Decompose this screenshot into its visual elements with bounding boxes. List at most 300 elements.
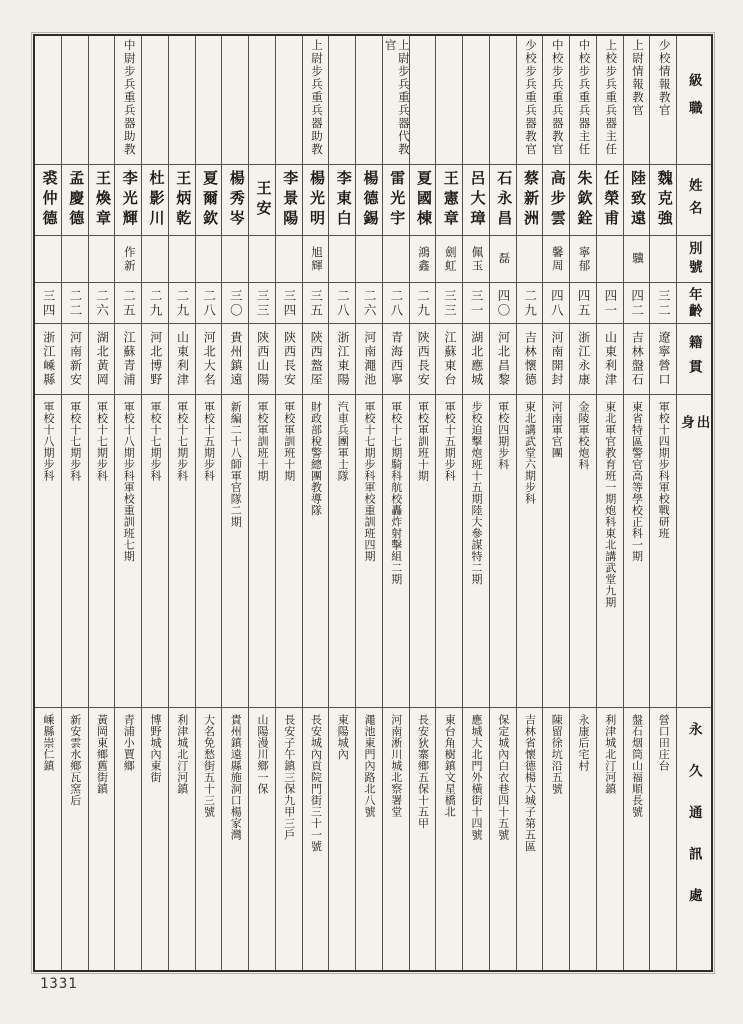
cell-address-col8 xyxy=(463,708,489,970)
name-text: 杜影川 xyxy=(147,170,164,230)
cell-alias-col15 xyxy=(276,236,302,282)
cell-native-col2 xyxy=(624,324,650,394)
native-text: 山東利津 xyxy=(603,331,618,387)
cell-alias-col14 xyxy=(303,236,329,282)
alias-text: 劍虹 xyxy=(443,245,456,273)
cell-age-col22 xyxy=(89,283,115,323)
rank-text: 少校情報教官 xyxy=(657,39,670,117)
cell-native-col4 xyxy=(570,324,596,394)
native-text: 陝西長安 xyxy=(416,331,431,387)
age-text: 二五 xyxy=(121,288,136,318)
cell-age-col16 xyxy=(249,283,275,323)
row-header-age xyxy=(677,283,711,323)
cell-address-col9 xyxy=(436,708,462,970)
cell-address-col20 xyxy=(142,708,168,970)
cell-address-col21 xyxy=(115,708,141,970)
cell-rank-col1 xyxy=(650,36,676,164)
age-text: 二八 xyxy=(388,288,403,318)
cell-alias-col22 xyxy=(89,236,115,282)
cell-address-col2 xyxy=(624,708,650,970)
cell-origin-col1 xyxy=(650,395,676,707)
cell-age-col12 xyxy=(356,283,382,323)
row-header-native-place-label: 籍貫 xyxy=(686,334,702,384)
page-number: 1331 xyxy=(40,976,78,992)
cell-rank-col4 xyxy=(570,36,596,164)
cell-age-col11 xyxy=(383,283,409,323)
cell-age-col1 xyxy=(650,283,676,323)
native-text: 遼寧營口 xyxy=(657,331,672,387)
cell-rank-col12 xyxy=(356,36,382,164)
cell-age-col13 xyxy=(329,283,355,323)
native-text: 陝西盩厔 xyxy=(309,331,324,387)
name-text: 蔡新洲 xyxy=(522,170,538,230)
name-text: 夏國棟 xyxy=(415,170,431,230)
age-text: 三三 xyxy=(255,288,270,318)
age-text: 二二 xyxy=(67,288,82,318)
native-text: 青海西寧 xyxy=(389,331,404,387)
address-text: 新安雲水鄉瓦窯后 xyxy=(68,714,81,806)
cell-native-col6 xyxy=(517,324,543,394)
address-text: 東陽城內 xyxy=(336,714,349,760)
native-text: 浙江永康 xyxy=(576,331,591,387)
cell-address-col18 xyxy=(196,708,222,970)
cell-name-col13 xyxy=(329,165,355,235)
origin-text: 軍校十五期步科 xyxy=(443,401,456,482)
cell-native-col3 xyxy=(597,324,623,394)
origin-text: 東省特區警官高等學校正科一期 xyxy=(630,401,643,562)
origin-text: 軍校十七期步科軍校重訓班四期 xyxy=(363,401,376,562)
cell-name-col8 xyxy=(463,165,489,235)
origin-text: 東北講武堂六期步科 xyxy=(523,401,536,505)
cell-rank-col7 xyxy=(490,36,516,164)
cell-address-col11 xyxy=(383,708,409,970)
cell-name-col17 xyxy=(222,165,248,235)
address-text: 澠池東門內路北八號 xyxy=(363,714,376,818)
row-header-origin-label: 出身 xyxy=(679,415,710,564)
origin-text: 軍校十四期步科軍校戰研班 xyxy=(657,401,670,539)
cell-address-col3 xyxy=(597,708,623,970)
cell-rank-col14 xyxy=(303,36,329,164)
cell-name-col11 xyxy=(383,165,409,235)
cell-rank-col16 xyxy=(249,36,275,164)
cell-origin-col11 xyxy=(383,395,409,707)
name-text: 王煥章 xyxy=(94,170,110,230)
cell-native-col19 xyxy=(169,324,195,394)
row-header-name xyxy=(677,165,711,235)
cell-address-col12 xyxy=(356,708,382,970)
origin-text: 新編二十八師軍官隊二期 xyxy=(229,401,242,528)
age-text: 三四 xyxy=(41,288,56,318)
cell-origin-col10 xyxy=(410,395,436,707)
address-text: 貴州鎮遠縣施洞口楊家灣 xyxy=(229,714,242,841)
cell-alias-col13 xyxy=(329,236,355,282)
cell-address-col6 xyxy=(517,708,543,970)
cell-native-col15 xyxy=(276,324,302,394)
origin-text: 軍校軍訓班十期 xyxy=(416,401,429,482)
age-text: 四〇 xyxy=(495,288,510,318)
cell-age-col14 xyxy=(303,283,329,323)
cell-origin-col21 xyxy=(115,395,141,707)
cell-name-col1 xyxy=(650,165,676,235)
address-text: 長安城內貢院門街三十一號 xyxy=(309,714,322,852)
native-text: 陝西長安 xyxy=(282,331,297,387)
cell-alias-col11 xyxy=(383,236,409,282)
name-text: 裘仲德 xyxy=(40,170,57,230)
cell-rank-col13 xyxy=(329,36,355,164)
cell-origin-col23 xyxy=(62,395,88,707)
alias-text: 馨周 xyxy=(550,245,563,273)
cell-name-col15 xyxy=(276,165,302,235)
cell-address-col13 xyxy=(329,708,355,970)
cell-alias-col4 xyxy=(570,236,596,282)
cell-address-col16 xyxy=(249,708,275,970)
origin-text: 步校迫擊炮班十五期陸大參謀特二期 xyxy=(470,401,483,585)
address-text: 黃岡東鄉舊街鎮 xyxy=(95,714,108,795)
age-text: 二九 xyxy=(174,288,189,318)
native-text: 浙江東陽 xyxy=(336,331,351,387)
name-text: 楊秀岑 xyxy=(227,170,244,230)
row-header-rank-label: 級職 xyxy=(686,72,702,128)
cell-age-col18 xyxy=(196,283,222,323)
origin-text: 軍校十七期步科 xyxy=(68,401,81,482)
address-text: 營口田庄台 xyxy=(657,714,670,772)
cell-alias-col12 xyxy=(356,236,382,282)
cell-rank-col15 xyxy=(276,36,302,164)
native-text: 河南澠池 xyxy=(362,331,377,387)
row-header-address xyxy=(677,708,711,970)
alias-text: 磊 xyxy=(497,252,510,266)
cell-native-col20 xyxy=(142,324,168,394)
cell-rank-col10 xyxy=(410,36,436,164)
name-text: 王憲章 xyxy=(441,170,458,230)
native-text: 江蘇青浦 xyxy=(122,331,137,387)
name-text: 陸致遠 xyxy=(629,170,645,230)
age-text: 四二 xyxy=(629,288,644,318)
age-text: 三五 xyxy=(308,288,323,318)
cell-name-col12 xyxy=(356,165,382,235)
cell-rank-col17 xyxy=(222,36,248,164)
address-text: 吉林省懷德楊大城子第五區 xyxy=(523,714,536,852)
alias-text: 寧郁 xyxy=(577,245,590,273)
cell-age-col20 xyxy=(142,283,168,323)
cell-address-col1 xyxy=(650,708,676,970)
age-text: 二九 xyxy=(522,288,537,318)
cell-alias-col1 xyxy=(650,236,676,282)
address-text: 博野城內東街 xyxy=(149,714,162,783)
address-text: 河南淅川城北察署堂 xyxy=(389,714,402,818)
cell-native-col14 xyxy=(303,324,329,394)
cell-native-col21 xyxy=(115,324,141,394)
age-text: 二八 xyxy=(201,288,216,318)
address-text: 大名免愁街五十三號 xyxy=(202,714,215,818)
cell-rank-col22 xyxy=(89,36,115,164)
origin-text: 金陵軍校炮科 xyxy=(577,401,590,470)
cell-origin-col2 xyxy=(624,395,650,707)
cell-alias-col6 xyxy=(517,236,543,282)
rank-text: 上校步兵重兵器主任 xyxy=(604,39,617,156)
native-text: 河北博野 xyxy=(148,331,163,387)
row-header-name-label: 姓名 xyxy=(686,177,702,223)
cell-rank-col19 xyxy=(169,36,195,164)
cell-alias-col21 xyxy=(115,236,141,282)
cell-name-col3 xyxy=(597,165,623,235)
cell-rank-col2 xyxy=(624,36,650,164)
cell-name-col6 xyxy=(517,165,543,235)
name-text: 任榮甫 xyxy=(602,170,619,230)
cell-origin-col12 xyxy=(356,395,382,707)
cell-name-col18 xyxy=(196,165,222,235)
rank-text: 中校步兵重兵器教官 xyxy=(550,39,563,156)
cell-alias-col17 xyxy=(222,236,248,282)
alias-text: 作新 xyxy=(122,245,135,273)
cell-rank-col18 xyxy=(196,36,222,164)
origin-text: 軍校軍訓班十期 xyxy=(282,401,295,482)
cell-rank-col23 xyxy=(62,36,88,164)
cell-address-col7 xyxy=(490,708,516,970)
cell-rank-col21 xyxy=(115,36,141,164)
cell-age-col7 xyxy=(490,283,516,323)
age-text: 四五 xyxy=(576,288,591,318)
cell-address-col14 xyxy=(303,708,329,970)
name-text: 高步雲 xyxy=(548,170,565,230)
cell-name-col24 xyxy=(35,165,61,235)
origin-text: 軍校軍訓班十期 xyxy=(256,401,269,482)
age-text: 三三 xyxy=(442,288,457,318)
origin-text: 軍校十七期步科 xyxy=(95,401,108,482)
row-header-address-label: 永久通訊處 xyxy=(686,722,702,930)
cell-address-col4 xyxy=(570,708,596,970)
native-text: 貴州鎮遠 xyxy=(229,331,244,387)
origin-text: 汽車兵團軍士隊 xyxy=(336,401,349,482)
rank-text: 中尉步兵重兵器助教 xyxy=(122,39,135,156)
cell-rank-col9 xyxy=(436,36,462,164)
cell-native-col11 xyxy=(383,324,409,394)
address-text: 利津城北汀河鎮 xyxy=(603,714,616,795)
name-text: 石永昌 xyxy=(495,170,512,230)
row-header-alias xyxy=(677,236,711,282)
row-header-native-place xyxy=(677,324,711,394)
name-text: 楊德錫 xyxy=(361,170,378,230)
native-text: 山東利津 xyxy=(175,331,190,387)
cell-native-col22 xyxy=(89,324,115,394)
cell-alias-col3 xyxy=(597,236,623,282)
cell-native-col24 xyxy=(35,324,61,394)
age-text: 三四 xyxy=(281,288,296,318)
cell-origin-col16 xyxy=(249,395,275,707)
cell-address-col17 xyxy=(222,708,248,970)
cell-alias-col24 xyxy=(35,236,61,282)
address-text: 長安子午鎮三保九甲三戶 xyxy=(282,714,295,841)
age-text: 二六 xyxy=(94,288,109,318)
origin-text: 軍校十七期騎科航校轟炸射擊組二期 xyxy=(389,401,402,585)
cell-age-col3 xyxy=(597,283,623,323)
cell-native-col5 xyxy=(543,324,569,394)
cell-name-col4 xyxy=(570,165,596,235)
address-text: 應城大北門外橫街十四號 xyxy=(470,714,483,841)
cell-native-col9 xyxy=(436,324,462,394)
origin-text: 軍校十七期步科 xyxy=(149,401,162,482)
cell-name-col23 xyxy=(62,165,88,235)
native-text: 河北大名 xyxy=(202,331,217,387)
cell-alias-col7 xyxy=(490,236,516,282)
address-text: 永康后宅村 xyxy=(577,714,590,772)
address-text: 陳留徐坑沿五號 xyxy=(550,714,563,795)
cell-name-col10 xyxy=(410,165,436,235)
alias-text: 佩玉 xyxy=(470,245,483,273)
age-text: 四一 xyxy=(602,288,617,318)
cell-origin-col24 xyxy=(35,395,61,707)
cell-rank-col3 xyxy=(597,36,623,164)
cell-age-col5 xyxy=(543,283,569,323)
age-text: 三〇 xyxy=(228,288,243,318)
cell-alias-col23 xyxy=(62,236,88,282)
age-text: 二六 xyxy=(362,288,377,318)
name-text: 朱欽銓 xyxy=(575,170,592,230)
cell-name-col20 xyxy=(142,165,168,235)
rank-text: 上尉步兵重兵器助教 xyxy=(309,39,322,156)
cell-name-col7 xyxy=(490,165,516,235)
cell-origin-col4 xyxy=(570,395,596,707)
name-text: 夏爾欽 xyxy=(201,170,217,230)
cell-age-col17 xyxy=(222,283,248,323)
cell-age-col24 xyxy=(35,283,61,323)
cell-alias-col16 xyxy=(249,236,275,282)
cell-origin-col15 xyxy=(276,395,302,707)
address-text: 青浦小賈鄉 xyxy=(122,714,135,772)
alias-text: 旭輝 xyxy=(309,245,322,273)
cell-origin-col5 xyxy=(543,395,569,707)
native-text: 江蘇東台 xyxy=(443,331,458,387)
row-header-alias-label: 別號 xyxy=(686,240,702,278)
rank-text: 少校步兵重兵器教官 xyxy=(523,39,536,156)
native-text: 湖北黃岡 xyxy=(95,331,110,387)
row-header-age-label: 年齡 xyxy=(686,286,702,320)
origin-text: 軍校四期步科 xyxy=(496,401,509,470)
cell-age-col15 xyxy=(276,283,302,323)
cell-address-col23 xyxy=(62,708,88,970)
cell-native-col23 xyxy=(62,324,88,394)
cell-native-col18 xyxy=(196,324,222,394)
cell-name-col22 xyxy=(89,165,115,235)
age-text: 三一 xyxy=(469,288,484,318)
cell-rank-col20 xyxy=(142,36,168,164)
cell-native-col17 xyxy=(222,324,248,394)
rank-text: 上尉情報教官 xyxy=(630,39,643,117)
cell-alias-col2 xyxy=(624,236,650,282)
origin-text: 河南軍官團 xyxy=(550,401,563,459)
cell-address-col19 xyxy=(169,708,195,970)
cell-origin-col20 xyxy=(142,395,168,707)
cell-native-col13 xyxy=(329,324,355,394)
age-text: 四八 xyxy=(549,288,564,318)
name-text: 楊光明 xyxy=(308,170,324,230)
name-text: 孟慶德 xyxy=(67,170,84,230)
cell-age-col10 xyxy=(410,283,436,323)
cell-age-col23 xyxy=(62,283,88,323)
rank-text: 中校步兵重兵器主任 xyxy=(577,39,590,156)
address-text: 長安狄寨鄉五保十五甲 xyxy=(416,714,429,829)
cell-alias-col19 xyxy=(169,236,195,282)
alias-text: 驥 xyxy=(630,252,643,266)
cell-name-col19 xyxy=(169,165,195,235)
address-text: 保定城內白衣巷四十五號 xyxy=(496,714,509,841)
origin-text: 軍校十八期步科軍校重訓班七期 xyxy=(122,401,135,562)
cell-origin-col19 xyxy=(169,395,195,707)
cell-origin-col13 xyxy=(329,395,355,707)
cell-address-col5 xyxy=(543,708,569,970)
native-text: 浙江嵊縣 xyxy=(41,331,56,387)
cell-alias-col18 xyxy=(196,236,222,282)
name-text: 李景陽 xyxy=(281,170,298,230)
row-header-origin xyxy=(677,395,711,707)
name-text: 李東白 xyxy=(334,170,351,230)
cell-age-col21 xyxy=(115,283,141,323)
cell-age-col19 xyxy=(169,283,195,323)
name-text: 王炳乾 xyxy=(174,170,191,230)
cell-name-col21 xyxy=(115,165,141,235)
cell-alias-col9 xyxy=(436,236,462,282)
cell-rank-col8 xyxy=(463,36,489,164)
cell-name-col9 xyxy=(436,165,462,235)
cell-native-col10 xyxy=(410,324,436,394)
origin-text: 軍校十七期步科 xyxy=(175,401,188,482)
cell-age-col4 xyxy=(570,283,596,323)
cell-rank-col5 xyxy=(543,36,569,164)
cell-age-col6 xyxy=(517,283,543,323)
cell-native-col7 xyxy=(490,324,516,394)
address-text: 東台角樹鎮文星橋北 xyxy=(443,714,456,818)
cell-address-col15 xyxy=(276,708,302,970)
origin-text: 財政部稅警總團教導隊 xyxy=(309,401,322,516)
name-text: 魏克強 xyxy=(655,170,672,230)
cell-origin-col18 xyxy=(196,395,222,707)
cell-name-col16 xyxy=(249,165,275,235)
native-text: 河南新安 xyxy=(68,331,83,387)
address-text: 盤石烟筒山福順長號 xyxy=(630,714,643,818)
age-text: 二八 xyxy=(335,288,350,318)
cell-origin-col6 xyxy=(517,395,543,707)
name-text: 李光輝 xyxy=(120,170,137,230)
cell-address-col10 xyxy=(410,708,436,970)
age-text: 三二 xyxy=(656,288,671,318)
cell-alias-col5 xyxy=(543,236,569,282)
origin-text: 軍校十五期步科 xyxy=(202,401,215,482)
address-text: 利津城北汀河鎮 xyxy=(175,714,188,795)
cell-rank-col6 xyxy=(517,36,543,164)
name-text: 雷光宇 xyxy=(388,170,405,230)
cell-origin-col9 xyxy=(436,395,462,707)
cell-name-col2 xyxy=(624,165,650,235)
cell-native-col12 xyxy=(356,324,382,394)
native-text: 河南開封 xyxy=(550,331,565,387)
cell-alias-col8 xyxy=(463,236,489,282)
cell-name-col14 xyxy=(303,165,329,235)
rank-text: 上尉步兵重兵器代教官 xyxy=(383,39,409,156)
cell-alias-col10 xyxy=(410,236,436,282)
cell-native-col16 xyxy=(249,324,275,394)
native-text: 湖北應城 xyxy=(469,331,484,387)
cell-age-col8 xyxy=(463,283,489,323)
alias-text: 鴻鑫 xyxy=(416,245,429,273)
origin-text: 東北軍官教育班一期炮科東北講武堂九期 xyxy=(603,401,616,608)
cell-alias-col20 xyxy=(142,236,168,282)
cell-age-col2 xyxy=(624,283,650,323)
cell-origin-col3 xyxy=(597,395,623,707)
cell-address-col24 xyxy=(35,708,61,970)
row-header-rank xyxy=(677,36,711,164)
name-text: 呂大璋 xyxy=(468,170,485,230)
address-text: 嵊縣崇仁鎮 xyxy=(42,714,55,772)
